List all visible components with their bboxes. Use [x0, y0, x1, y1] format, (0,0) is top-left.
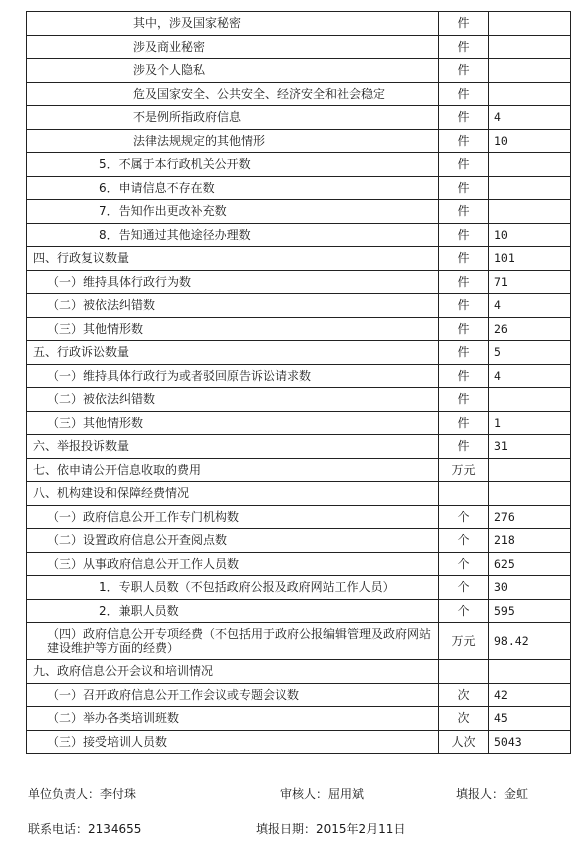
row-unit: 件	[439, 35, 489, 59]
table-row	[27, 707, 571, 731]
row-unit: 人次	[439, 730, 489, 754]
row-value: 30	[489, 576, 571, 600]
row-value	[489, 200, 571, 224]
table-row	[27, 59, 571, 83]
row-value: 4	[489, 106, 571, 130]
table-row	[27, 552, 571, 576]
row-unit: 个	[439, 552, 489, 576]
row-label: （二）被依法纠错数	[27, 388, 439, 412]
table-row	[27, 317, 571, 341]
row-value: 4	[489, 294, 571, 318]
row-value: 101	[489, 247, 571, 271]
table-row	[27, 247, 571, 271]
row-label: （一）维持具体行政行为或者驳回原告诉讼请求数	[27, 364, 439, 388]
table-row	[27, 106, 571, 130]
row-value: 625	[489, 552, 571, 576]
row-unit: 件	[439, 247, 489, 271]
row-value	[489, 482, 571, 506]
table-row	[27, 12, 571, 36]
row-value: 5	[489, 341, 571, 365]
row-unit: 件	[439, 294, 489, 318]
row-label: 7．告知作出更改补充数	[27, 200, 439, 224]
table-row	[27, 458, 571, 482]
row-label: （三）其他情形数	[27, 411, 439, 435]
responsible-person: 单位负责人：李付珠	[28, 787, 137, 801]
table-row	[27, 482, 571, 506]
table-row	[27, 529, 571, 553]
row-unit: 件	[439, 153, 489, 177]
row-unit	[439, 660, 489, 684]
table-row	[27, 411, 571, 435]
row-unit: 件	[439, 82, 489, 106]
statistics-table-body	[27, 12, 571, 754]
row-unit: 件	[439, 223, 489, 247]
table-row	[27, 623, 571, 660]
row-value: 45	[489, 707, 571, 731]
row-label: 九、政府信息公开会议和培训情况	[27, 660, 439, 684]
row-unit: 件	[439, 59, 489, 83]
row-label: 2．兼职人员数	[27, 599, 439, 623]
row-label: 涉及个人隐私	[27, 59, 439, 83]
row-unit: 个	[439, 505, 489, 529]
row-value	[489, 176, 571, 200]
row-label: 六、举报投诉数量	[27, 435, 439, 459]
filler: 填报人：金虹	[456, 787, 529, 801]
row-label: 危及国家安全、公共安全、经济安全和社会稳定	[27, 82, 439, 106]
row-unit: 件	[439, 106, 489, 130]
row-value: 98.42	[489, 623, 571, 660]
row-label: 四、行政复议数量	[27, 247, 439, 271]
row-label: （四）政府信息公开专项经费（不包括用于政府公报编辑管理及政府网站建设维护等方面的经费）	[27, 623, 439, 660]
table-row	[27, 223, 571, 247]
row-unit: 个	[439, 599, 489, 623]
row-unit: 件	[439, 388, 489, 412]
table-row	[27, 683, 571, 707]
row-label: （二）举办各类培训班数	[27, 707, 439, 731]
table-row	[27, 505, 571, 529]
row-value	[489, 660, 571, 684]
row-value: 10	[489, 223, 571, 247]
row-unit: 个	[439, 576, 489, 600]
row-label: 6．申请信息不存在数	[27, 176, 439, 200]
row-value: 31	[489, 435, 571, 459]
fill-date: 填报日期：2015年2月11日	[256, 822, 406, 836]
row-unit: 次	[439, 707, 489, 731]
row-label: 法律法规规定的其他情形	[27, 129, 439, 153]
row-value: 5043	[489, 730, 571, 754]
table-row	[27, 153, 571, 177]
row-label: 五、行政诉讼数量	[27, 341, 439, 365]
row-value	[489, 388, 571, 412]
row-value	[489, 12, 571, 36]
row-value: 218	[489, 529, 571, 553]
contact-phone: 联系电话：2134655	[28, 822, 142, 836]
row-value	[489, 458, 571, 482]
row-value	[489, 35, 571, 59]
row-label: 1．专职人员数（不包括政府公报及政府网站工作人员）	[27, 576, 439, 600]
row-unit: 次	[439, 683, 489, 707]
row-label: 七、依申请公开信息收取的费用	[27, 458, 439, 482]
row-label: （一）维持具体行政行为数	[27, 270, 439, 294]
row-value: 595	[489, 599, 571, 623]
table-row	[27, 294, 571, 318]
row-unit	[439, 482, 489, 506]
row-unit: 件	[439, 411, 489, 435]
row-label: 涉及商业秘密	[27, 35, 439, 59]
table-row	[27, 364, 571, 388]
row-unit: 件	[439, 317, 489, 341]
table-row	[27, 435, 571, 459]
row-unit: 个	[439, 529, 489, 553]
row-value: 10	[489, 129, 571, 153]
row-value	[489, 82, 571, 106]
table-row	[27, 82, 571, 106]
row-label: （三）其他情形数	[27, 317, 439, 341]
row-value: 26	[489, 317, 571, 341]
table-row	[27, 576, 571, 600]
reviewer: 审核人：屈用斌	[280, 787, 365, 801]
table-row	[27, 200, 571, 224]
row-label: 其中，涉及国家秘密	[27, 12, 439, 36]
table-row	[27, 730, 571, 754]
table-row	[27, 270, 571, 294]
table-row	[27, 176, 571, 200]
row-unit: 件	[439, 12, 489, 36]
row-label: 不是例所指政府信息	[27, 106, 439, 130]
row-label: 八、机构建设和保障经费情况	[27, 482, 439, 506]
row-label: 5．不属于本行政机关公开数	[27, 153, 439, 177]
row-value	[489, 153, 571, 177]
row-value: 4	[489, 364, 571, 388]
row-value: 71	[489, 270, 571, 294]
table-row	[27, 660, 571, 684]
row-value: 276	[489, 505, 571, 529]
statistics-table	[26, 11, 571, 754]
table-row	[27, 129, 571, 153]
row-unit: 件	[439, 435, 489, 459]
row-unit: 件	[439, 200, 489, 224]
table-row	[27, 35, 571, 59]
row-label: （二）被依法纠错数	[27, 294, 439, 318]
row-label: 8．告知通过其他途径办理数	[27, 223, 439, 247]
table-row	[27, 388, 571, 412]
table-row	[27, 341, 571, 365]
row-label: （一）政府信息公开工作专门机构数	[27, 505, 439, 529]
row-value	[489, 59, 571, 83]
row-unit: 件	[439, 270, 489, 294]
row-unit: 万元	[439, 623, 489, 660]
row-unit: 件	[439, 129, 489, 153]
row-label: （三）从事政府信息公开工作人员数	[27, 552, 439, 576]
row-label: （二）设置政府信息公开查阅点数	[27, 529, 439, 553]
row-value: 1	[489, 411, 571, 435]
row-value: 42	[489, 683, 571, 707]
row-label: （三）接受培训人员数	[27, 730, 439, 754]
table-row	[27, 599, 571, 623]
row-label: （一）召开政府信息公开工作会议或专题会议数	[27, 683, 439, 707]
row-unit: 件	[439, 364, 489, 388]
row-unit: 万元	[439, 458, 489, 482]
row-unit: 件	[439, 341, 489, 365]
row-unit: 件	[439, 176, 489, 200]
